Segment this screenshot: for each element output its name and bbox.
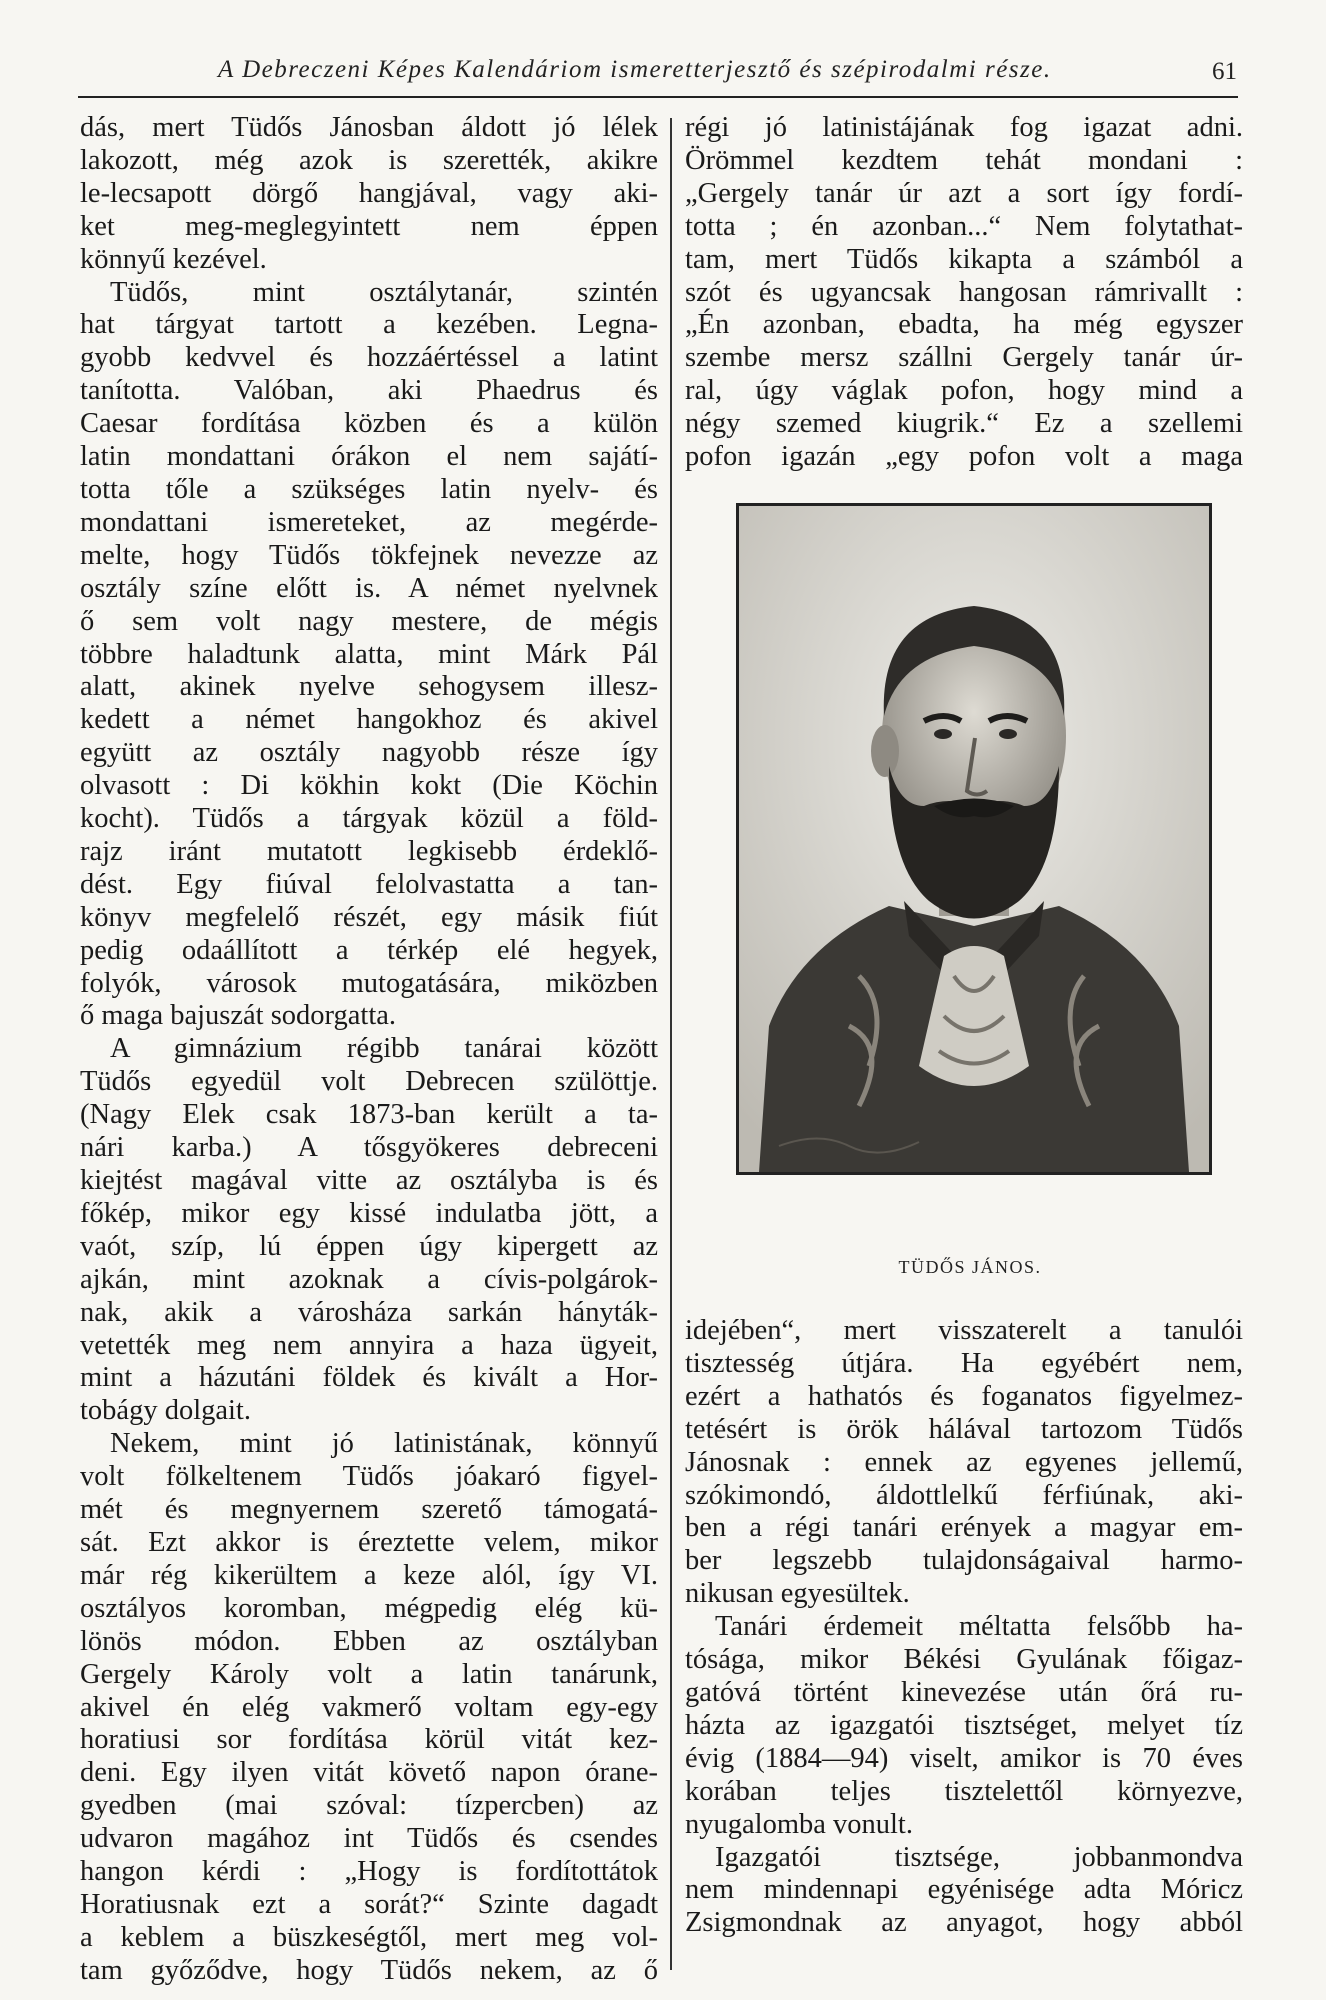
- text-line: Igazgatói tisztsége, jobbanmondva: [715, 1841, 1243, 1873]
- text-line: olvasott : Di kökhin kokt (Die Köchin: [80, 770, 658, 802]
- text-line: ral, úgy váglak pofon, hogy mind a: [685, 375, 1243, 407]
- text-line: Tüdős, mint osztálytanár, szintén: [110, 276, 658, 308]
- text-line: többre haladtunk alatta, mint Márk Pál: [80, 638, 658, 670]
- text-line: Horatiusnak ezt a sorát?“ Szinte dagadt: [80, 1888, 658, 1920]
- text-line: Caesar fordítása közben és a külön: [80, 408, 658, 440]
- text-line: vaót, szíp, lú éppen úgy kipergett az: [80, 1230, 658, 1262]
- text-line: tisztesség útjára. Ha egyébért nem,: [685, 1347, 1243, 1379]
- text-line: idejében“, mert visszaterelt a tanulói: [685, 1315, 1243, 1346]
- text-line: régi jó latinistájának fog igazat adni.: [685, 112, 1243, 143]
- text-line: mint a házutáni földek és kivált a Hor-: [80, 1362, 658, 1394]
- text-line: mét és megnyernem szerető támogatá-: [80, 1494, 658, 1526]
- text-line: „Én azonban, ebadta, ha még egyszer: [685, 309, 1243, 341]
- text-line: Tüdős egyedül volt Debrecen szülöttje.: [80, 1066, 658, 1098]
- text-line: (Nagy Elek csak 1873-ban került a ta-: [80, 1099, 658, 1131]
- text-line: tetésért is örök hálával tartozom Tüdős: [685, 1413, 1243, 1445]
- running-title: A Debreczeni Képes Kalendáriom ismeretterjesztő és szépirodalmi része.: [218, 56, 1052, 83]
- text-line: A gimnázium régibb tanárai között: [110, 1033, 658, 1065]
- text-line: horatiusi sor fordítása körül vitát kez-: [80, 1724, 658, 1756]
- text-line: Nekem, mint jó latinistának, könnyű: [110, 1428, 658, 1460]
- text-line: folyók, városok mutogatására, miközben: [80, 967, 658, 999]
- text-line: nak, akik a városháza sarkán hányták-: [80, 1296, 658, 1328]
- right-column-top: [685, 112, 1243, 474]
- text-line: Gergely Károly volt a latin tanárunk,: [80, 1658, 658, 1690]
- text-line: Zsigmondnak az anyagot, hogy abból: [685, 1907, 1243, 1939]
- text-line: Örömmel kezdtem tehát mondani :: [685, 144, 1243, 176]
- column-divider: [670, 118, 672, 1970]
- text-line: totta ; én azonban...“ Nem folytathat-: [685, 210, 1243, 242]
- text-line: kiejtést magával vitte az osztályba is és: [80, 1165, 658, 1196]
- text-line: ezért a hathatós és foganatos figyelmez-: [685, 1380, 1243, 1412]
- text-line: nári karba.) A tősgyökeres debreceni: [80, 1132, 658, 1164]
- text-line: főkép, mikor egy kissé indulatba jött, a: [80, 1197, 658, 1229]
- text-line: osztályos koromban, mégpedig elég kü-: [80, 1592, 658, 1624]
- text-line: évig (1884—94) viselt, amikor is 70 éves: [685, 1742, 1243, 1774]
- portrait-illustration: [739, 506, 1209, 1172]
- text-line: pedig odaállított a térkép elé hegyek,: [80, 934, 658, 966]
- text-line: szembe mersz szállni Gergely tanár úr-: [685, 342, 1243, 374]
- text-line: pofon igazán „egy pofon volt a maga: [685, 441, 1243, 473]
- portrait-caption: TÜDŐS JÁNOS.: [898, 1257, 1042, 1277]
- text-line: „Gergely tanár úr azt a sort így fordí-: [685, 177, 1243, 209]
- text-line: a keblem a büszkeségtől, mert meg vol-: [80, 1921, 658, 1953]
- text-line: Jánosnak : ennek az egyenes jellemű,: [685, 1446, 1243, 1478]
- text-line: ő sem volt nagy mestere, de mégis: [80, 605, 658, 637]
- text-line: ber legszebb tulajdonságaival harmo-: [685, 1545, 1243, 1577]
- text-line: kocht). Tüdős a tárgyak közül a föld-: [80, 803, 658, 835]
- text-line: latin mondattani órákon el nem sajátí-: [80, 441, 658, 473]
- text-line: már rég kikerültem a keze alól, így VI.: [80, 1559, 658, 1591]
- text-line: kedett a német hangokhoz és akivel: [80, 704, 658, 736]
- text-line: alatt, akinek nyelve sehogysem illesz-: [80, 671, 658, 703]
- text-line: hat tárgyat tartott a kezében. Legna-: [80, 309, 658, 341]
- text-line: le-lecsapott dörgő hangjával, vagy aki-: [80, 177, 658, 209]
- text-line: nikusan egyesültek.: [685, 1578, 910, 1610]
- header-rule: [78, 96, 1238, 98]
- text-line: sát. Ezt akkor is éreztette velem, mikor: [80, 1526, 658, 1558]
- text-line: vetették meg nem annyira a haza ügyeit,: [80, 1329, 658, 1361]
- text-line: tanította. Valóban, aki Phaedrus és: [80, 375, 658, 407]
- text-line: lakozott, még azok is szerették, akikre: [80, 144, 658, 176]
- text-line: volt fölkeltenem Tüdős jóakaró figyel-: [80, 1461, 658, 1493]
- text-line: osztály színe előtt is. A német nyelvnek: [80, 572, 658, 604]
- portrait-photo: [736, 503, 1212, 1175]
- text-line: könyv megfelelő részét, egy másik fiút: [80, 901, 658, 933]
- text-line: házta az igazgatói tisztséget, melyet tíz: [685, 1709, 1243, 1741]
- text-line: tam győződve, hogy Tüdős nekem, az ő: [80, 1954, 658, 1986]
- text-line: dás, mert Tüdős Jánosban áldott jó lélek: [80, 112, 658, 143]
- text-line: gyedben (mai szóval: tízpercben) az: [80, 1790, 658, 1822]
- right-column-bottom: [685, 1315, 1243, 1940]
- text-line: totta tőle a szükséges latin nyelv- és: [80, 473, 658, 505]
- text-line: akivel én elég vakmerő voltam egy-egy: [80, 1691, 658, 1723]
- text-line: gyobb kedvvel és hozzáértéssel a latint: [80, 342, 658, 374]
- text-line: rajz iránt mutatott legkisebb érdeklő-: [80, 835, 658, 867]
- text-line: ket meg-meglegyintett nem éppen: [80, 210, 658, 242]
- text-line: szót és ugyancsak hangosan rámrivallt :: [685, 276, 1243, 308]
- text-line: lönös módon. Ebben az osztályban: [80, 1625, 658, 1657]
- text-line: dést. Egy fiúval felolvastatta a tan-: [80, 868, 658, 900]
- text-line: nem mindennapi egyénisége adta Móricz: [685, 1874, 1243, 1906]
- text-line: nyugalomba vonult.: [685, 1808, 913, 1840]
- page-number: 61: [1212, 58, 1237, 85]
- text-line: tam, mert Tüdős kikapta a számból a: [685, 243, 1243, 275]
- text-line: ben a régi tanári erények a magyar em-: [685, 1512, 1243, 1544]
- text-line: Tanári érdemeit méltatta felsőbb ha-: [715, 1611, 1243, 1643]
- running-header: [0, 50, 1326, 90]
- text-line: melte, hogy Tüdős tökfejnek nevezze az: [80, 539, 658, 571]
- text-line: mondattani ismereteket, az megérde-: [80, 506, 658, 538]
- text-line: tósága, mikor Békési Gyulának főigaz-: [685, 1644, 1243, 1676]
- text-line: udvaron magához int Tüdős és csendes: [80, 1823, 658, 1855]
- text-line: tobágy dolgait.: [80, 1395, 251, 1427]
- text-line: deni. Egy ilyen vitát követő napon órane-: [80, 1757, 658, 1789]
- text-line: korában teljes tisztelettől környezve,: [685, 1775, 1243, 1807]
- text-line: hangon kérdi : „Hogy is fordítottátok: [80, 1856, 658, 1888]
- text-line: ajkán, mint azoknak a cívis-polgárok-: [80, 1263, 658, 1295]
- left-column: [80, 112, 658, 1988]
- text-line: együtt az osztály nagyobb része így: [80, 737, 658, 769]
- text-line: négy szemed kiugrik.“ Ez a szellemi: [685, 408, 1243, 440]
- text-line: könnyű kezével.: [80, 243, 267, 275]
- text-line: gatóvá történt kinevezése után őrá ru-: [685, 1676, 1243, 1708]
- text-line: ő maga bajuszát sodorgatta.: [80, 1000, 397, 1032]
- text-line: szókimondó, áldottlelkű férfiúnak, aki-: [685, 1479, 1243, 1511]
